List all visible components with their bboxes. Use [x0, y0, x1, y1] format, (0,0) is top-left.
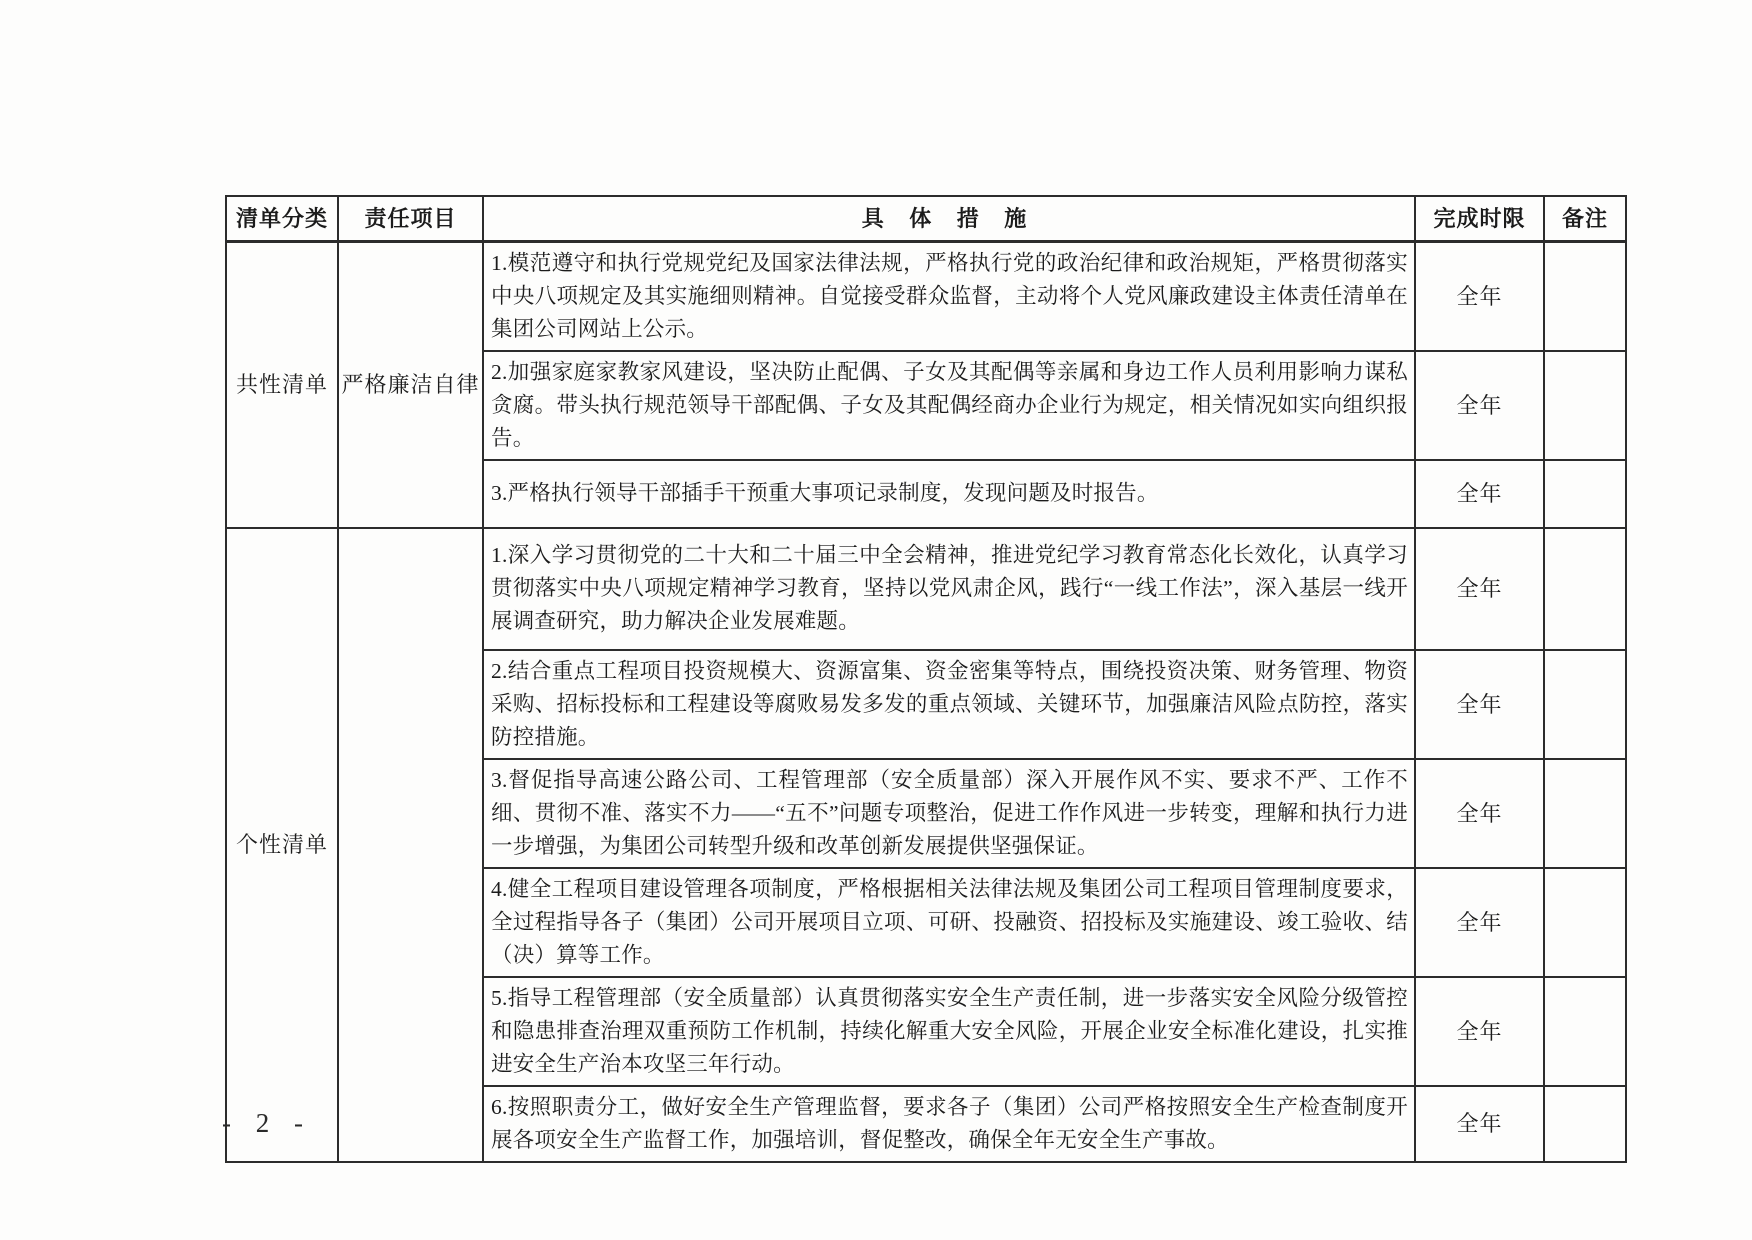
remark-cell [1544, 977, 1626, 1086]
remark-cell [1544, 351, 1626, 460]
project-cell-individual [338, 528, 483, 1162]
remark-cell [1544, 650, 1626, 759]
category-cell-individual: 个性清单 [226, 528, 338, 1162]
measure-cell: 6.按照职责分工，做好安全生产管理监督，要求各子（集团）公司严格按照安全生产检查制度开展各项安全生产监督工作，加强培训，督促整改，确保全年无安全生产事故。 [483, 1086, 1415, 1162]
deadline-cell: 全年 [1415, 351, 1544, 460]
deadline-cell: 全年 [1415, 650, 1544, 759]
header-remark: 备注 [1544, 196, 1626, 241]
remark-cell [1544, 241, 1626, 351]
header-project: 责任项目 [338, 196, 483, 241]
remark-cell [1544, 1086, 1626, 1162]
deadline-cell: 全年 [1415, 759, 1544, 868]
responsibility-table [225, 195, 1627, 1163]
measure-cell: 1.深入学习贯彻党的二十大和二十届三中全会精神，推进党纪学习教育常态化长效化，认真学习贯彻落实中央八项规定精神学习教育，坚持以党风肃企风，践行“一线工作法”，深入基层一线开展调查研究，助力解决企业发展难题。 [483, 528, 1415, 650]
measure-cell: 3.督促指导高速公路公司、工程管理部（安全质量部）深入开展作风不实、要求不严、工作不细、贯彻不准、落实不力——“五不”问题专项整治，促进工作作风进一步转变，理解和执行力进一步增强，为集团公司转型升级和改革创新发展提供坚强保证。 [483, 759, 1415, 868]
measure-cell: 1.模范遵守和执行党规党纪及国家法律法规，严格执行党的政治纪律和政治规矩，严格贯彻落实中央八项规定及其实施细则精神。自觉接受群众监督，主动将个人党风廉政建设主体责任清单在集团公司网站上公示。 [483, 241, 1415, 351]
deadline-cell: 全年 [1415, 1086, 1544, 1162]
deadline-cell: 全年 [1415, 460, 1544, 528]
table-row [226, 528, 1626, 650]
measure-cell: 3.严格执行领导干部插手干预重大事项记录制度，发现问题及时报告。 [483, 460, 1415, 528]
measure-cell: 5.指导工程管理部（安全质量部）认真贯彻落实安全生产责任制，进一步落实安全风险分级管控和隐患排查治理双重预防工作机制，持续化解重大安全风险，开展企业安全标准化建设，扎实推进安全生产治本攻坚三年行动。 [483, 977, 1415, 1086]
remark-cell [1544, 868, 1626, 977]
remark-cell [1544, 460, 1626, 528]
deadline-cell: 全年 [1415, 977, 1544, 1086]
header-deadline: 完成时限 [1415, 196, 1544, 241]
remark-cell [1544, 759, 1626, 868]
measure-cell: 2.加强家庭家教家风建设，坚决防止配偶、子女及其配偶等亲属和身边工作人员利用影响力谋私贪腐。带头执行规范领导干部配偶、子女及其配偶经商办企业行为规定，相关情况如实向组织报告。 [483, 351, 1415, 460]
project-cell-common: 严格廉洁自律 [338, 241, 483, 528]
remark-cell [1544, 528, 1626, 650]
table-row [226, 241, 1626, 351]
measure-cell: 2.结合重点工程项目投资规模大、资源富集、资金密集等特点，围绕投资决策、财务管理、物资采购、招标投标和工程建设等腐败易发多发的重点领域、关键环节，加强廉洁风险点防控，落实防控措施。 [483, 650, 1415, 759]
header-category: 清单分类 [226, 196, 338, 241]
category-cell-common: 共性清单 [226, 241, 338, 528]
deadline-cell: 全年 [1415, 868, 1544, 977]
measure-cell: 4.健全工程项目建设管理各项制度，严格根据相关法律法规及集团公司工程项目管理制度要求，全过程指导各子（集团）公司开展项目立项、可研、投融资、招投标及实施建设、竣工验收、结（决）算等工作。 [483, 868, 1415, 977]
page-number: - 2 - [222, 1108, 312, 1138]
deadline-cell: 全年 [1415, 528, 1544, 650]
deadline-cell: 全年 [1415, 241, 1544, 351]
table-header-row [226, 196, 1626, 241]
header-measures: 具 体 措 施 [483, 196, 1415, 241]
